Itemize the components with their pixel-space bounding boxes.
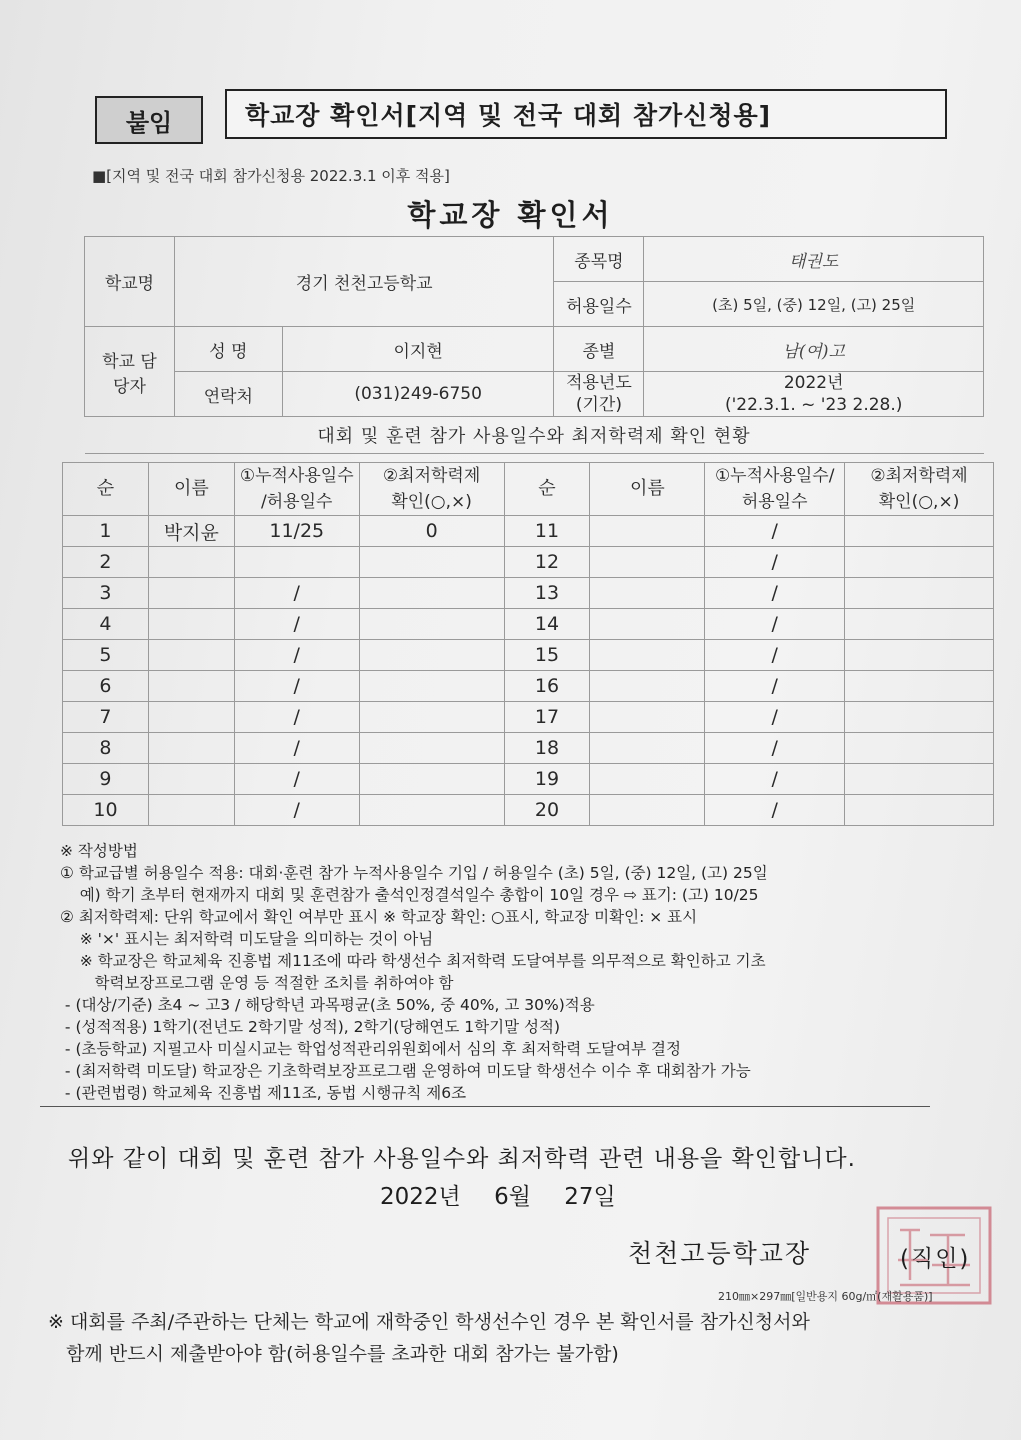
applicability-note: ■[지역 및 전국 대회 참가신청용 2022.3.1 이후 적용] xyxy=(92,167,450,185)
student-name xyxy=(148,702,234,733)
note-line: 학력보장프로그램 운영 등 적절한 조치를 취하여야 함 xyxy=(60,974,454,992)
seal-label: (직인) xyxy=(900,1246,971,1272)
table-row xyxy=(63,764,994,795)
student-name xyxy=(590,640,705,671)
academic-check xyxy=(845,609,994,640)
academic-check xyxy=(845,547,994,578)
days-used: / xyxy=(234,702,359,733)
divider xyxy=(40,1106,930,1107)
table-row xyxy=(63,733,994,764)
header-academic-line2-right: 확인(○,×) xyxy=(845,489,994,516)
days-used: / xyxy=(705,671,845,702)
row-number: 3 xyxy=(63,578,149,609)
student-name xyxy=(590,795,705,826)
row-number: 2 xyxy=(63,547,149,578)
section-title: 대회 및 훈련 참가 사용일수와 최저학력제 확인 현황 xyxy=(85,417,984,454)
table-row xyxy=(63,609,994,640)
days-used: / xyxy=(234,640,359,671)
student-name xyxy=(148,578,234,609)
table-row xyxy=(63,795,994,826)
table-row xyxy=(63,640,994,671)
academic-check xyxy=(359,795,504,826)
page-title: 학교장 확인서 xyxy=(407,198,614,232)
footer-line-1: ※ 대회를 주최/주관하는 단체는 학교에 재학중인 학생선수인 경우 본 확인서를 참가신청서와 xyxy=(48,1311,810,1333)
student-name xyxy=(590,578,705,609)
student-name xyxy=(148,671,234,702)
row-number: 17 xyxy=(504,702,590,733)
student-name xyxy=(148,609,234,640)
submission-notice xyxy=(48,1306,988,1370)
student-name xyxy=(590,609,705,640)
note-line: ① 학교급별 허용일수 적용: 대회·훈련 참가 누적사용일수 기입 / 허용일수 (초) 5일, (중) 12일, (고) 25일 xyxy=(60,864,768,882)
header-academic-line1: ②최저학력제 xyxy=(359,463,504,490)
academic-check xyxy=(359,764,504,795)
school-info-table xyxy=(84,236,984,454)
gender-label: 종별 xyxy=(554,327,644,372)
days-used: / xyxy=(234,733,359,764)
header-days-line1-right: ①누적사용일수/ xyxy=(705,463,845,490)
header-days-line2: /허용일수 xyxy=(234,489,359,516)
header-no-right: 순 xyxy=(504,463,590,516)
student-name xyxy=(590,547,705,578)
row-number: 5 xyxy=(63,640,149,671)
days-used: / xyxy=(234,578,359,609)
header-name: 이름 xyxy=(148,463,234,516)
note-line: ※ '×' 표시는 최저학력 미도달을 의미하는 것이 아님 xyxy=(60,930,434,948)
row-number: 18 xyxy=(504,733,590,764)
contact-value: (031)249-6750 xyxy=(282,372,554,417)
days-used: / xyxy=(705,795,845,826)
note-line: - (성적적용) 1학기(전년도 2학기말 성적), 2학기(당해연도 1학기말 성적) xyxy=(60,1018,560,1036)
academic-check xyxy=(845,733,994,764)
note-line: - (최저학력 미도달) 학교장은 기초학력보장프로그램 운영하여 미도달 학생선수 이수 후 대회참가 가능 xyxy=(60,1062,751,1080)
student-name xyxy=(590,702,705,733)
table-row xyxy=(63,702,994,733)
days-used: / xyxy=(234,671,359,702)
table-header-row xyxy=(63,463,994,490)
days-used: / xyxy=(705,547,845,578)
row-number: 15 xyxy=(504,640,590,671)
row-number: 4 xyxy=(63,609,149,640)
academic-check xyxy=(845,640,994,671)
academic-check xyxy=(359,578,504,609)
row-number: 19 xyxy=(504,764,590,795)
table-row xyxy=(63,516,994,547)
header-academic-line1-right: ②최저학력제 xyxy=(845,463,994,490)
name-label: 성 명 xyxy=(174,327,282,372)
row-number: 10 xyxy=(63,795,149,826)
academic-check xyxy=(359,640,504,671)
row-number: 9 xyxy=(63,764,149,795)
header-name-right: 이름 xyxy=(590,463,705,516)
academic-check xyxy=(845,516,994,547)
row-number: 16 xyxy=(504,671,590,702)
name-value: 이지현 xyxy=(282,327,554,372)
student-name xyxy=(148,733,234,764)
academic-check xyxy=(845,578,994,609)
days-used: / xyxy=(705,640,845,671)
header-days-line2-right: 허용일수 xyxy=(705,489,845,516)
student-name xyxy=(590,733,705,764)
days-used: / xyxy=(705,733,845,764)
note-line: ※ 작성방법 xyxy=(60,842,138,860)
student-name: 박지윤 xyxy=(148,516,234,547)
gender-value: 남(여)고 xyxy=(644,327,984,372)
academic-check xyxy=(359,702,504,733)
confirmation-statement: 위와 같이 대회 및 훈련 참가 사용일수와 최저학력 관련 내용을 확인합니다. xyxy=(68,1146,856,1172)
note-line: - (초등학교) 지필고사 미실시교는 학업성적관리위원회에서 심의 후 최저학력 도달여부 결정 xyxy=(60,1040,681,1058)
date-month: 6월 xyxy=(494,1184,531,1210)
staff-label: 학교 담당자 xyxy=(85,327,175,417)
row-number: 12 xyxy=(504,547,590,578)
header-days-line1: ①누적사용일수 xyxy=(234,463,359,490)
row-number: 20 xyxy=(504,795,590,826)
academic-check xyxy=(359,609,504,640)
note-line: ② 최저학력제: 단위 학교에서 확인 여부만 표시 ※ 학교장 확인: ○표시, 학교장 미확인: × 표시 xyxy=(60,908,698,926)
note-line: - (대상/기준) 초4 ~ 고3 / 해당학년 과목평균(초 50%, 중 40%, 고 30%)적용 xyxy=(60,996,595,1014)
student-name xyxy=(148,764,234,795)
academic-check xyxy=(845,764,994,795)
header-no: 순 xyxy=(63,463,149,516)
attachment-tag: 붙임 xyxy=(95,96,203,144)
paper-spec: 210㎜×297㎜[일반용지 60g/㎡(재활용품)] xyxy=(718,1290,933,1303)
academic-check xyxy=(845,795,994,826)
row-number: 6 xyxy=(63,671,149,702)
student-name xyxy=(590,516,705,547)
date-day: 27일 xyxy=(564,1184,616,1210)
days-used: / xyxy=(705,609,845,640)
year-cell xyxy=(644,372,984,417)
document-header-title: 학교장 확인서[지역 및 전국 대회 참가신청용] xyxy=(225,89,947,139)
school-label: 학교명 xyxy=(85,237,175,327)
contact-label: 연락처 xyxy=(174,372,282,417)
days-used: / xyxy=(705,764,845,795)
days-used: / xyxy=(705,578,845,609)
academic-check xyxy=(359,671,504,702)
academic-check xyxy=(845,702,994,733)
days-used: / xyxy=(234,764,359,795)
row-number: 11 xyxy=(504,516,590,547)
row-number: 8 xyxy=(63,733,149,764)
academic-check: 0 xyxy=(359,516,504,547)
row-number: 13 xyxy=(504,578,590,609)
row-number: 1 xyxy=(63,516,149,547)
days-used: / xyxy=(234,609,359,640)
days-used: / xyxy=(234,795,359,826)
row-number: 14 xyxy=(504,609,590,640)
school-value: 경기 천천고등학교 xyxy=(174,237,554,327)
days-used xyxy=(234,547,359,578)
student-name xyxy=(148,547,234,578)
academic-check xyxy=(359,733,504,764)
year-label: 적용년도 (기간) xyxy=(554,372,644,417)
sport-label: 종목명 xyxy=(554,237,644,282)
date-year: 2022년 xyxy=(380,1184,461,1210)
student-name xyxy=(148,640,234,671)
days-used: / xyxy=(705,516,845,547)
period-value: ('22.3.1. ~ '23 2.28.) xyxy=(724,395,903,415)
row-number: 7 xyxy=(63,702,149,733)
year-value: 2022년 xyxy=(783,373,844,393)
student-name xyxy=(590,671,705,702)
days-used: / xyxy=(705,702,845,733)
note-line: 예) 학기 초부터 현재까지 대회 및 훈련참가 출석인정결석일수 총합이 10일 경우 ⇨ 표기: (고) 10/25 xyxy=(60,886,759,904)
note-line: ※ 학교장은 학교체육 진흥법 제11조에 따라 학생선수 최저학력 도달여부를 의무적으로 확인하고 기초 xyxy=(60,952,766,970)
writing-instructions xyxy=(60,840,1010,1104)
days-used: 11/25 xyxy=(234,516,359,547)
sport-value: 태권도 xyxy=(644,237,984,282)
table-row xyxy=(63,547,994,578)
student-name xyxy=(148,795,234,826)
note-line: - (관련법령) 학교체육 진흥법 제11조, 동법 시행규칙 제6조 xyxy=(60,1084,467,1102)
allowed-days-value: (초) 5일, (중) 12일, (고) 25일 xyxy=(644,282,984,327)
academic-check xyxy=(845,671,994,702)
student-name xyxy=(590,764,705,795)
attendance-table xyxy=(62,462,994,826)
table-row xyxy=(63,671,994,702)
issue-date xyxy=(380,1178,616,1211)
allowed-days-label: 허용일수 xyxy=(554,282,644,327)
table-row xyxy=(63,578,994,609)
academic-check xyxy=(359,547,504,578)
footer-line-2: 함께 반드시 제출받아야 함(허용일수를 초과한 대회 참가는 불가함) xyxy=(48,1343,619,1365)
header-academic-line2: 확인(○,×) xyxy=(359,489,504,516)
principal-name: 천천고등학교장 xyxy=(628,1239,812,1268)
